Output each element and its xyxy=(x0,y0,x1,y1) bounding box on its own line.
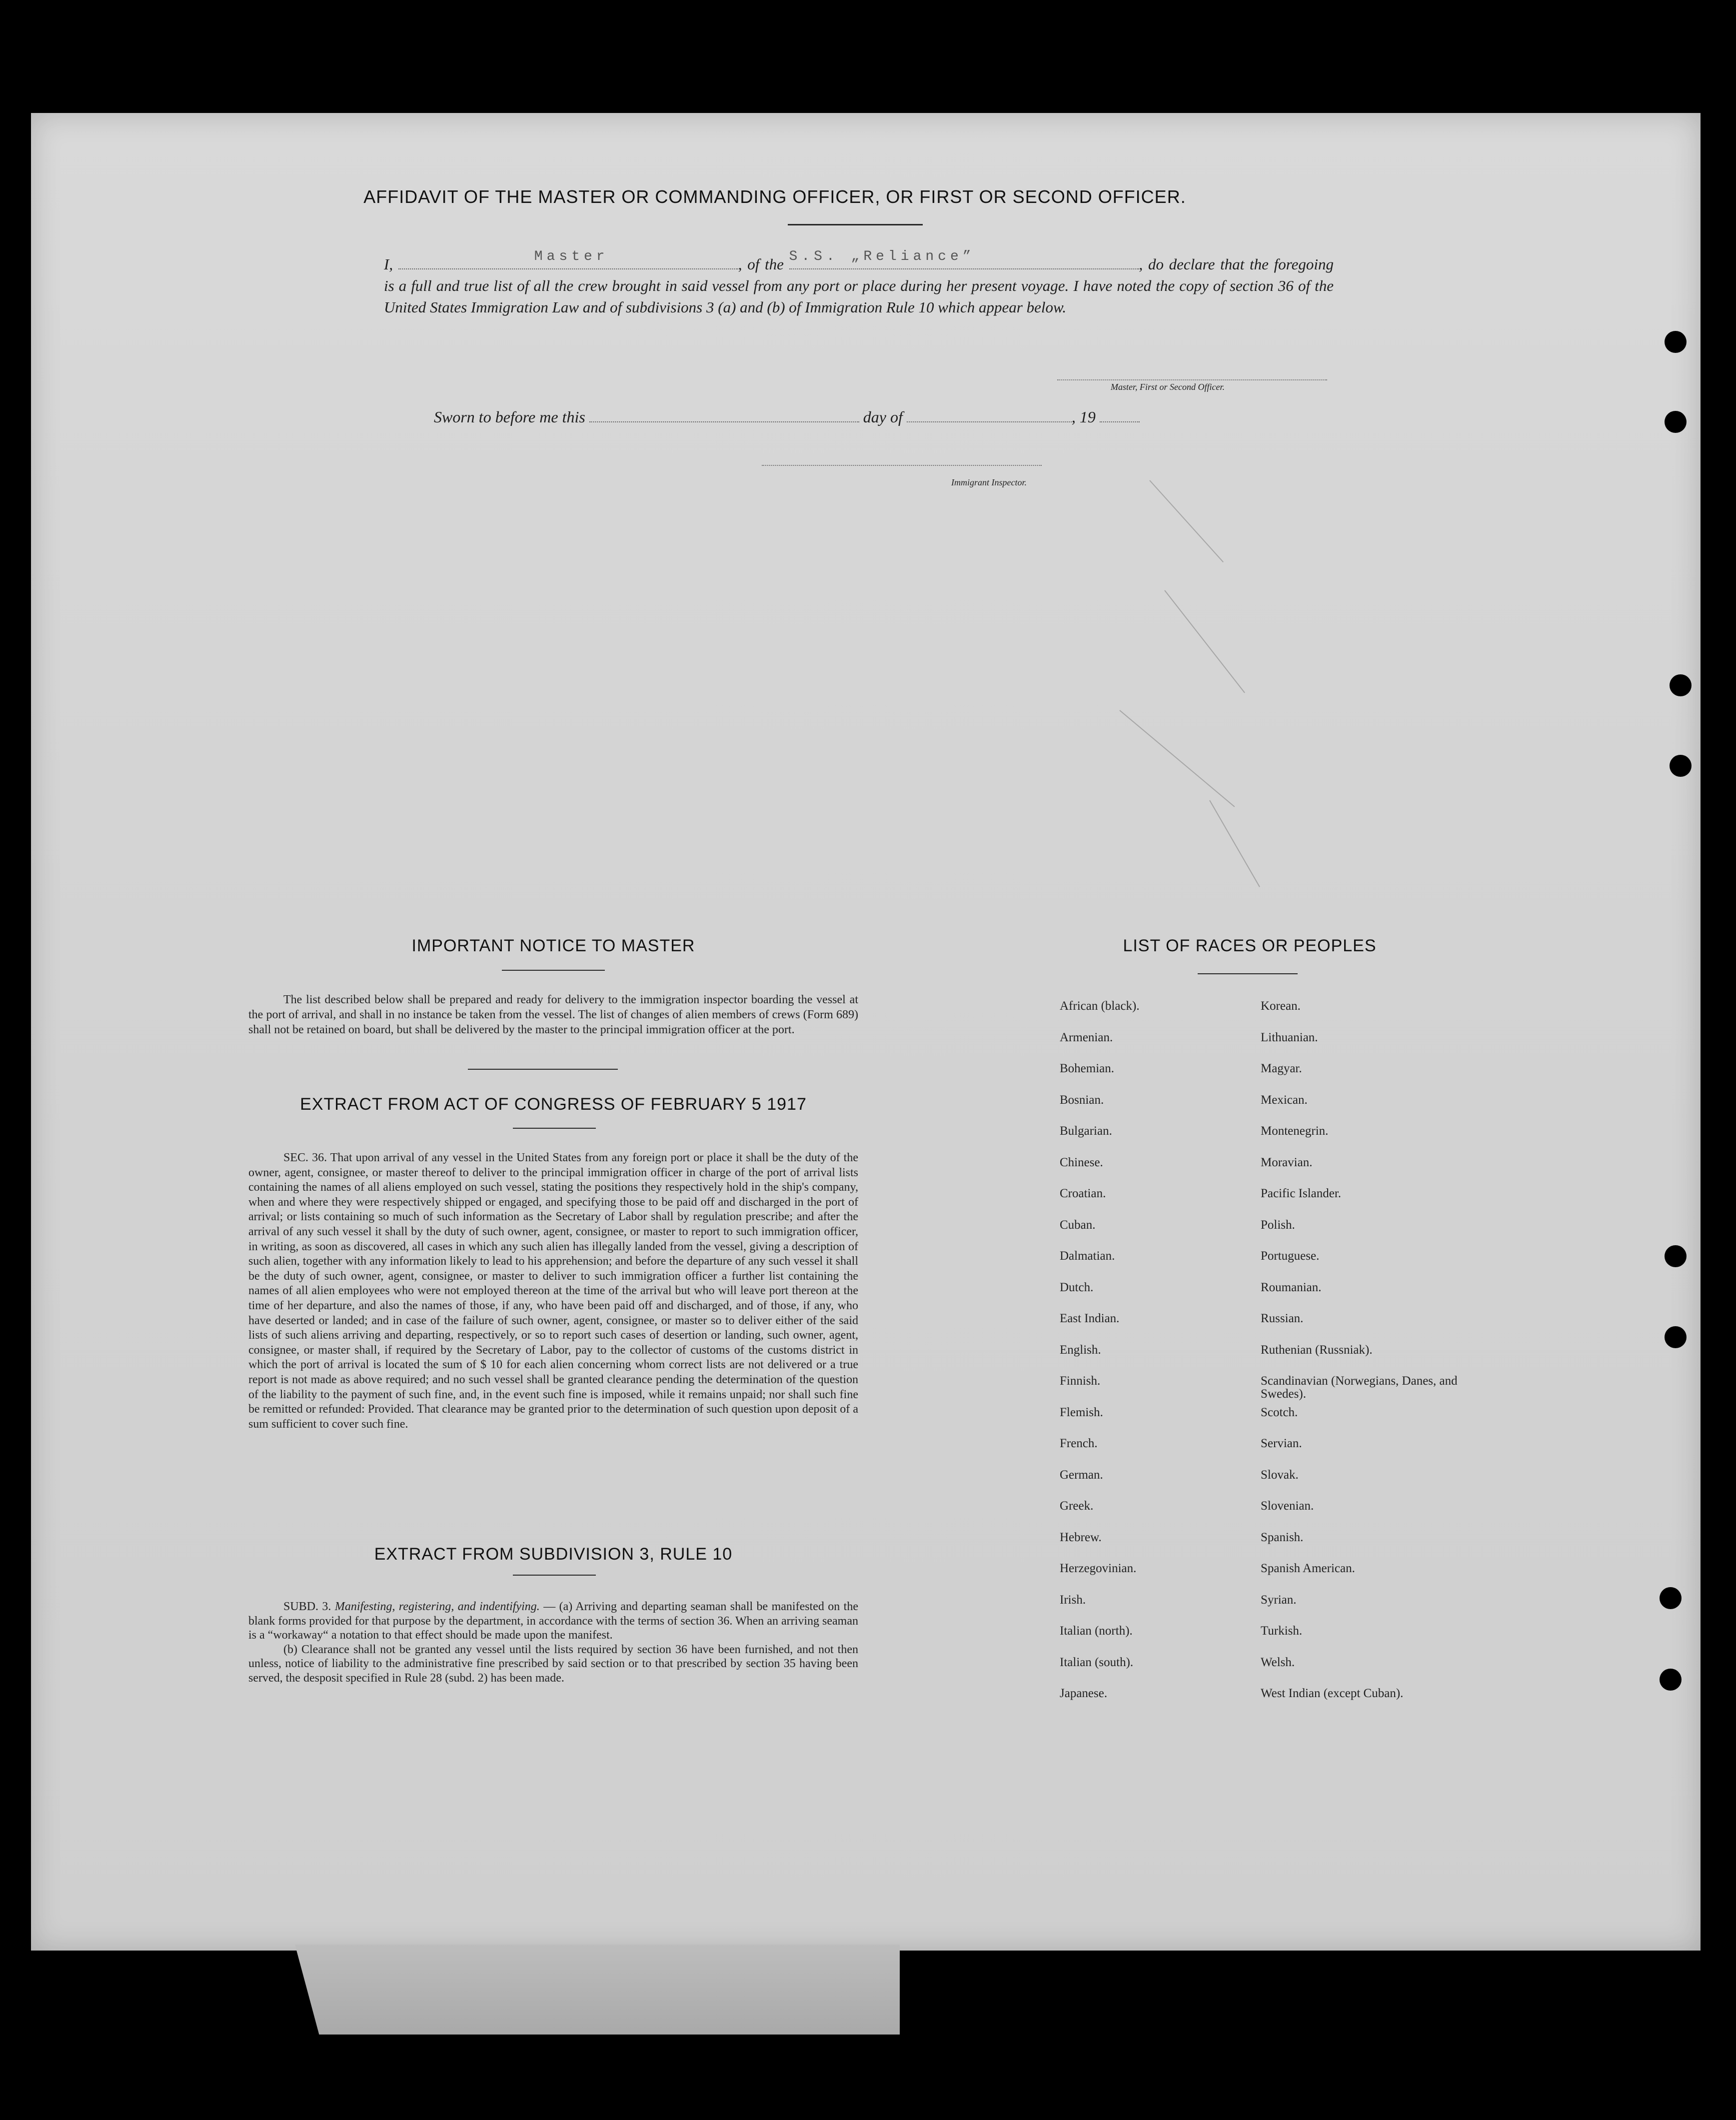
notice-title: IMPORTANT NOTICE TO MASTER xyxy=(411,936,695,955)
subd-label: SUBD. 3. xyxy=(283,1600,331,1613)
rule-para-b: (b) Clearance shall not be granted any vessel until the lists required by section 36 have been furnished, and not then unless, notice of liability to the administrative fine prescribed by said section or to that prescribed by section 35 having been served, the desposit specified in Rule 28 (subd. 2) has been made. xyxy=(248,1643,858,1685)
punch-hole xyxy=(1665,411,1687,433)
typed-rank: Master xyxy=(534,249,609,264)
race-item: Chinese. xyxy=(1060,1155,1103,1169)
rule-para-a xyxy=(248,1600,858,1643)
of-the-label: , of the xyxy=(738,255,784,273)
race-item: Ruthenian (Russniak). xyxy=(1261,1343,1373,1357)
subd-heading: Manifesting, registering, and indentifying. xyxy=(334,1600,540,1613)
race-item: Dalmatian. xyxy=(1060,1249,1115,1263)
punch-hole xyxy=(1670,755,1692,777)
notice-body: The list described below shall be prepared and ready for delivery to the immigration inspector boarding the vessel at the port of arrival, and shall in no instance be taken from the vessel. The list of changes of alien members of crews (Form 689) shall not be retained on board, but shall be delivered by the master to the principal immigration officer at the port. xyxy=(248,993,858,1036)
race-item: Herzegovinian. xyxy=(1060,1562,1137,1575)
punch-hole xyxy=(1665,331,1687,353)
races-title: LIST OF RACES OR PEOPLES xyxy=(1123,936,1377,955)
punch-hole xyxy=(1660,1587,1682,1609)
intro-i: I, xyxy=(384,255,393,273)
race-item: Croatian. xyxy=(1060,1187,1106,1200)
title-rule xyxy=(788,224,923,225)
day-of-label: day of xyxy=(863,408,903,426)
race-item: Slovak. xyxy=(1261,1468,1299,1482)
race-item: Syrian. xyxy=(1261,1593,1297,1607)
race-item: Russian. xyxy=(1261,1312,1304,1325)
rank-field xyxy=(398,249,738,269)
vessel-field xyxy=(789,249,1139,269)
race-item: Moravian. xyxy=(1261,1155,1313,1169)
affidavit-declaration xyxy=(384,249,1334,318)
rule-title: EXTRACT FROM SUBDIVISION 3, RULE 10 xyxy=(374,1545,733,1564)
race-item: East Indian. xyxy=(1060,1312,1120,1325)
race-item: Italian (south). xyxy=(1060,1655,1134,1669)
race-item: Hebrew. xyxy=(1060,1530,1102,1544)
signature-line xyxy=(1057,378,1327,380)
signature-caption: Master, First or Second Officer. xyxy=(1111,382,1225,392)
race-item: Spanish. xyxy=(1261,1530,1304,1544)
act-rule xyxy=(513,1128,596,1129)
year-label: , 19 xyxy=(1071,408,1096,426)
act-body: SEC. 36. That upon arrival of any vessel in the United States from any foreign port or place it shall be the duty of the owner, agent, consignee, or master thereof to deliver to the principal immigration officer in charge of the port of arrival lists containing the names of all aliens employed on such vessel, stating the positions they respectively hold in the ship's company, when and where they were respectively shipped or engaged, and specifying those to be paid off and discharged in the port of arrival; or lists containing so much of such information as the Secretary of Labor shall by regulation prescribe; and after the arrival of any such vessel it shall by the duty of such owner, agent, consignee, or master to report to such immigration officer, in writing, as soon as discovered, all cases in which any such alien has illegally landed from the vessel, giving a description of such alien, together with any information likely to lead to his apprehension; and before the departure of any such vessel it shall be the duty of such owner, agent, consignee, or master to deliver to such immigration officer a further list containing the names of all alien employees who were not employed thereon at the time of the arrival but who will leave port thereon at the time of her departure, and also the names of those, if any, who have been paid off and discharged, and of those, if any, who have deserted or landed; and in case of the failure of such owner, agent, consignee, or master so to deliver either of the said lists of such aliens arriving and departing, respectively, or so to report such cases of desertion or landing, such owner, agent, consignee, or master shall, if required by the Secretary of Labor, pay to the collector of customs of the customs district in which the port of arrival is located the sum of $ 10 for each alien concerning whom correct lists are not delivered or a true report is not made as above required; and no such vessel shall be granted clearance pending the determination of the question of the liability to the payment of such fine, and, in the event such fine is imposed, while it remains unpaid; nor shall such fine be remitted or refunded: Provided. That clearance may be granted prior to the determination of such question upon deposit of a sum sufficient to cover such fine. xyxy=(248,1151,858,1431)
inspector-caption: Immigrant Inspector. xyxy=(951,477,1027,487)
inspector-line xyxy=(762,464,1042,466)
races-right-column xyxy=(1261,1000,1461,1719)
race-item: Scandinavian (Norwegians, Danes, and Swedes). xyxy=(1261,1374,1458,1401)
race-item: Mexican. xyxy=(1261,1093,1308,1107)
affidavit-title: AFFIDAVIT OF THE MASTER OR COMMANDING OFFICER, OR FIRST OR SECOND OFFICER. xyxy=(363,186,1186,207)
race-item: German. xyxy=(1060,1468,1103,1482)
race-item: Bulgarian. xyxy=(1060,1124,1112,1138)
race-item: Spanish American. xyxy=(1261,1562,1355,1575)
race-item: Bosnian. xyxy=(1060,1093,1104,1107)
races-rule xyxy=(1198,973,1298,974)
subd-para-a: — (a) Arriving and departing seaman shall be manifested on the blank forms provided for that purpose by the department, in accordance with the terms of section 36. When an arriving seaman is a “workaway“ a notation to that effect should be made upon the manifest. xyxy=(248,1600,858,1642)
year-field xyxy=(1100,407,1140,422)
races-left-column xyxy=(1060,1000,1280,1719)
do-declare-label: , do declare xyxy=(1139,255,1215,273)
race-item: Slovenian. xyxy=(1261,1499,1314,1513)
race-item: Irish. xyxy=(1060,1593,1086,1607)
bottom-edge-marks xyxy=(480,2100,1360,2117)
punch-hole xyxy=(1670,674,1692,696)
sworn-line xyxy=(434,407,1140,426)
month-field xyxy=(907,407,1072,422)
race-item: Pacific Islander. xyxy=(1261,1187,1342,1200)
race-item: English. xyxy=(1060,1343,1101,1357)
punch-hole xyxy=(1665,1245,1687,1267)
punch-hole xyxy=(1660,1669,1682,1691)
punch-hole xyxy=(1665,1326,1687,1348)
affidavit-body: that the foregoing is a full and true list of all the crew brought in said vessel from any port or place during her present voyage. I have noted the copy of section 36 of the United States Immigration Law and of subdivisions 3 (a) and (b) of Immigration Rule 10 which appear below. xyxy=(384,255,1334,316)
race-item: Scotch. xyxy=(1261,1405,1298,1419)
race-item: Armenian. xyxy=(1060,1030,1113,1044)
race-item: Greek. xyxy=(1060,1499,1094,1513)
race-item: Dutch. xyxy=(1060,1280,1094,1294)
race-item: Servian. xyxy=(1261,1437,1302,1450)
race-item: Magyar. xyxy=(1261,1062,1302,1075)
sworn-prefix: Sworn to before me this xyxy=(434,408,585,426)
race-item: Roumanian. xyxy=(1261,1280,1322,1294)
race-item: Cuban. xyxy=(1060,1218,1096,1232)
race-item: West Indian (except Cuban). xyxy=(1261,1687,1404,1700)
act-title: EXTRACT FROM ACT OF CONGRESS OF FEBRUARY 5 1917 xyxy=(300,1095,807,1114)
rule-rule xyxy=(513,1575,596,1576)
race-item: Korean. xyxy=(1261,999,1301,1013)
race-item: Turkish. xyxy=(1261,1624,1303,1638)
race-item: African (black). xyxy=(1060,999,1140,1013)
race-item: Finnish. xyxy=(1060,1374,1101,1388)
race-item: Lithuanian. xyxy=(1261,1030,1318,1044)
section-rule xyxy=(468,1069,618,1070)
paper-tab xyxy=(295,1945,900,2035)
race-item: Italian (north). xyxy=(1060,1624,1133,1638)
race-item: Portuguese. xyxy=(1261,1249,1320,1263)
typed-vessel: S.S. „Reliance” xyxy=(789,249,975,264)
race-item: French. xyxy=(1060,1437,1098,1450)
race-item: Japanese. xyxy=(1060,1687,1108,1700)
race-item: Montenegrin. xyxy=(1261,1124,1329,1138)
race-item: Bohemian. xyxy=(1060,1062,1115,1075)
day-field xyxy=(589,407,859,422)
notice-rule xyxy=(502,970,605,971)
rule-body xyxy=(248,1600,858,1685)
race-item: Polish. xyxy=(1261,1218,1295,1232)
race-item: Welsh. xyxy=(1261,1655,1295,1669)
race-item: Flemish. xyxy=(1060,1405,1103,1419)
